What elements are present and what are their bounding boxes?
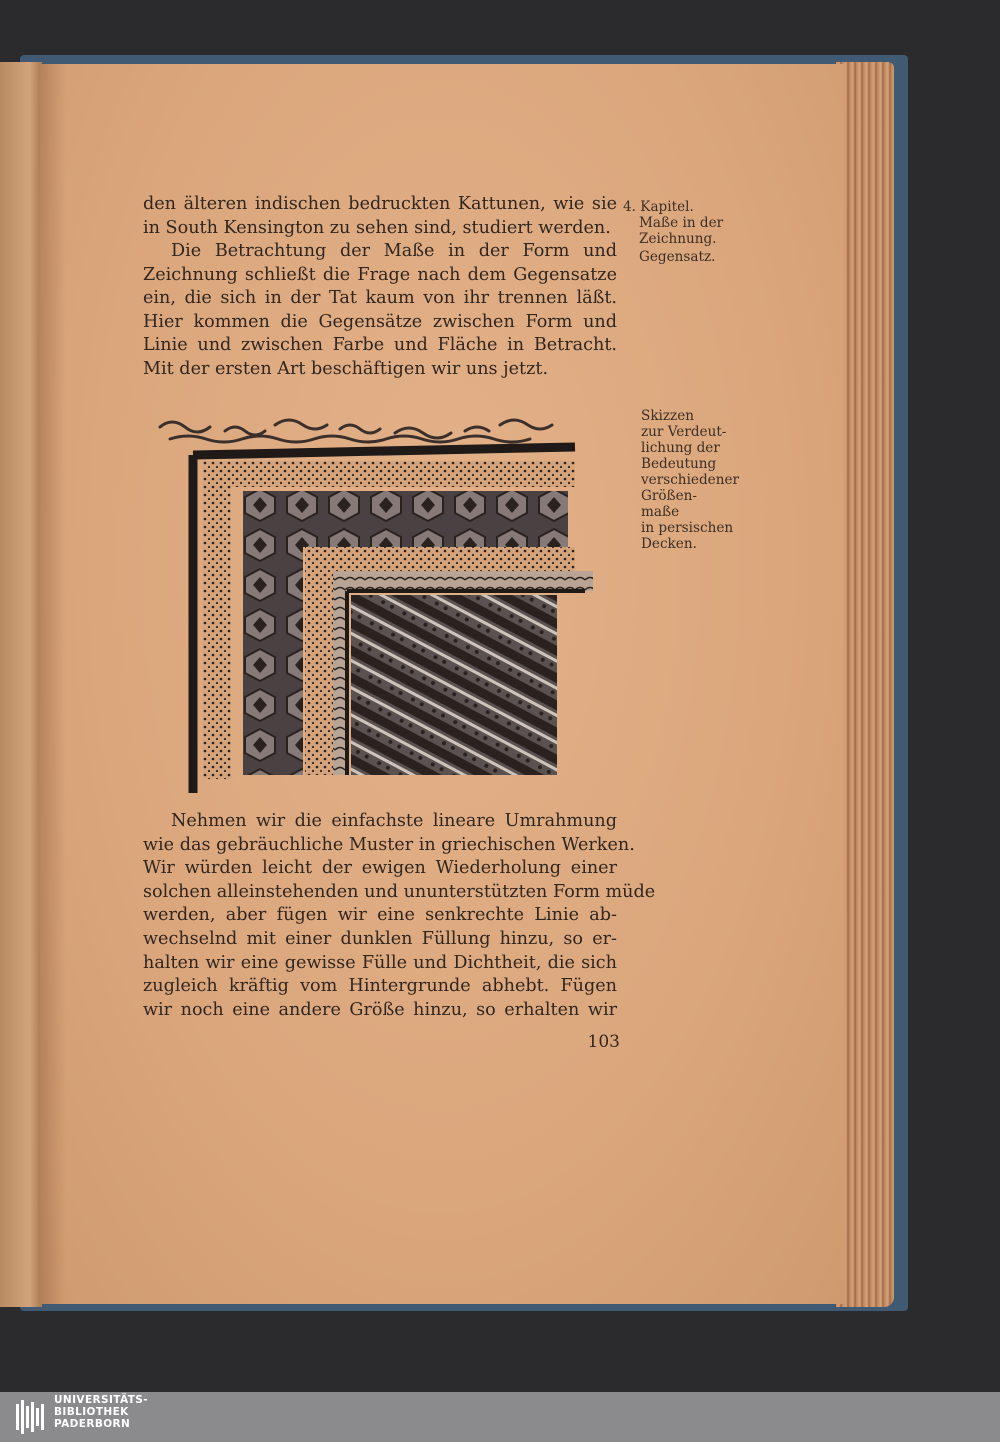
margin-note-line: verschiedener — [641, 472, 740, 488]
margin-note-line: Bedeutung — [641, 456, 717, 472]
paragraph-3 — [143, 810, 656, 1022]
left-page-edge — [0, 62, 42, 1307]
margin-note-line: Zeichnung. — [639, 231, 717, 247]
margin-note-line: lichung der — [641, 440, 720, 456]
logo-line: UNIVERSITÄTS- — [54, 1394, 149, 1406]
margin-note-line: zur Verdeut- — [641, 424, 727, 440]
library-footer-bar — [0, 1392, 1000, 1442]
text-line: zugleich kräftig vom Hintergrunde abhebt. Fügen — [143, 976, 617, 997]
page-stack-edges — [836, 62, 894, 1307]
text-line: Die Betrachtung der Maße in der Form und — [171, 241, 617, 261]
text-line: wir noch eine andere Größe hinzu, so erhalten wir — [143, 999, 617, 1020]
text-line: halten wir eine gewisse Fülle und Dichtheit, die sich — [143, 952, 617, 973]
margin-note-line: Größen- — [641, 488, 698, 504]
logo-line: BIBLIOTHEK — [54, 1406, 129, 1418]
page-gutter-shadow — [38, 64, 66, 1304]
text-line: ein, die sich in der Tat kaum von ihr trennen läßt. — [143, 288, 617, 309]
margin-note-line: Skizzen — [641, 408, 695, 424]
text-line: Mit der ersten Art beschäftigen wir uns jetzt. — [143, 358, 549, 379]
figure-caption-margin-note — [641, 408, 739, 552]
library-logo-icon — [16, 1400, 46, 1434]
text-line: Wir würden leicht der ewigen Wiederholung einer — [143, 858, 617, 879]
paragraph-1 — [143, 193, 617, 240]
logo-line: PADERBORN — [54, 1418, 131, 1430]
page-number: 103 — [587, 1032, 620, 1052]
carpet-corner-illustration — [155, 405, 600, 797]
margin-note-line: 4. Kapitel. — [623, 199, 694, 215]
margin-note-line: Maße in der — [639, 215, 724, 231]
margin-note-line: in persischen — [641, 520, 734, 536]
text-line: in South Kensington zu sehen sind, studiert werden. — [143, 217, 611, 238]
margin-note-line: Gegensatz. — [639, 249, 716, 265]
text-line: werden, aber fügen wir eine senkrechte Linie ab- — [143, 905, 617, 926]
text-line: solchen alleinstehenden und ununterstützten Form müde — [143, 881, 656, 902]
paragraph-2 — [143, 240, 617, 382]
text-line: wie das gebräuchliche Muster in griechischen Werken. — [143, 834, 635, 855]
text-line: wechselnd mit einer dunklen Füllung hinzu, so er- — [143, 928, 617, 949]
text-line: den älteren indischen bedruckten Kattunen, wie sie — [143, 194, 617, 214]
chapter-margin-note — [623, 199, 723, 265]
library-logo-text — [54, 1394, 148, 1430]
margin-note-line: maße — [641, 504, 680, 520]
text-line: Zeichnung schließt die Frage nach dem Gegensatze — [143, 264, 617, 285]
margin-note-line: Decken. — [641, 536, 697, 552]
text-line: Hier kommen die Gegensätze zwischen Form und — [143, 311, 617, 332]
text-line: Nehmen wir die einfachste lineare Umrahmung — [171, 811, 617, 831]
text-line: Linie und zwischen Farbe und Fläche in Betracht. — [143, 335, 617, 356]
